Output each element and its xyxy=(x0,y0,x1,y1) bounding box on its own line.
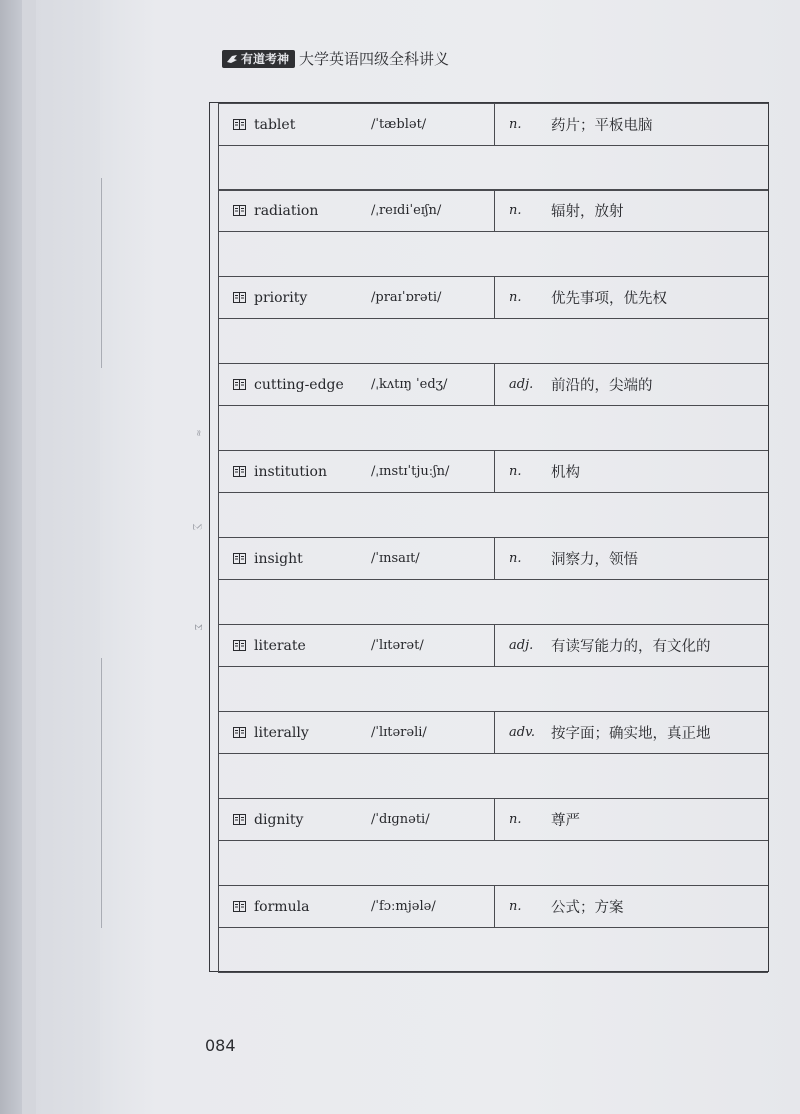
phonetic: /ˈlɪtərət/ xyxy=(371,638,424,653)
part-of-speech: n. xyxy=(509,290,522,305)
blank-note-row xyxy=(219,666,768,711)
word: insight xyxy=(254,550,303,567)
phonetic: /praɪˈɒrəti/ xyxy=(371,290,442,305)
blank-note-row xyxy=(219,318,768,363)
brand-name: 有道考神 xyxy=(241,52,290,66)
phonetic: /ˌkʌtɪŋ ˈedʒ/ xyxy=(371,377,448,392)
margin-mark: ≈ xyxy=(192,429,203,437)
word-cell xyxy=(219,190,495,231)
word-cell xyxy=(219,364,495,405)
word-row xyxy=(219,886,768,927)
part-of-speech: adj. xyxy=(509,377,534,392)
book-icon xyxy=(233,466,246,477)
meaning: 前沿的，尖端的 xyxy=(551,378,653,394)
vocab-entry xyxy=(218,624,768,712)
margin-line xyxy=(101,178,102,368)
word-row xyxy=(219,277,768,318)
book-icon xyxy=(233,901,246,912)
bird-icon xyxy=(226,53,238,65)
word: dignity xyxy=(254,811,304,828)
word: cutting-edge xyxy=(254,376,344,393)
word-row xyxy=(219,712,768,753)
word: priority xyxy=(254,289,308,306)
book-edge xyxy=(36,0,100,1114)
book-icon xyxy=(233,205,246,216)
blank-note-row xyxy=(219,231,768,276)
vocab-entry xyxy=(218,537,768,625)
vocab-entry xyxy=(218,798,768,886)
word-row xyxy=(219,451,768,492)
part-of-speech: n. xyxy=(509,117,522,132)
blank-note-row xyxy=(219,145,768,190)
vocab-entry xyxy=(218,276,768,364)
meaning: 按字面；确实地，真正地 xyxy=(551,726,711,742)
word-cell xyxy=(219,712,495,753)
phonetic: /ˈlɪtərəli/ xyxy=(371,725,427,740)
word-row xyxy=(219,538,768,579)
book-icon xyxy=(233,814,246,825)
book-icon xyxy=(233,379,246,390)
part-of-speech: n. xyxy=(509,551,522,566)
margin-mark: ∑ xyxy=(192,523,203,531)
word-cell xyxy=(219,538,495,579)
word-cell xyxy=(219,625,495,666)
word-cell xyxy=(219,451,495,492)
margin-mark: Σ xyxy=(192,623,203,631)
word-row xyxy=(219,799,768,840)
part-of-speech: n. xyxy=(509,203,522,218)
word: institution xyxy=(254,463,327,480)
word: tablet xyxy=(254,116,296,133)
phonetic: /ˌreɪdiˈeɪʃn/ xyxy=(371,203,442,218)
phonetic: /ˈfɔːmjələ/ xyxy=(371,899,436,914)
phonetic: /ˈdɪɡnəti/ xyxy=(371,812,430,827)
meaning: 优先事项，优先权 xyxy=(551,291,667,307)
blank-note-row xyxy=(219,492,768,537)
meaning: 公式；方案 xyxy=(551,900,624,916)
page-header xyxy=(222,48,449,69)
book-icon xyxy=(233,727,246,738)
vocab-entry xyxy=(218,450,768,538)
vocab-entry xyxy=(218,711,768,799)
blank-note-row xyxy=(219,927,768,972)
book-icon xyxy=(233,119,246,130)
book-icon xyxy=(233,640,246,651)
meaning: 洞察力，领悟 xyxy=(551,552,638,568)
phonetic: /ˈtæblət/ xyxy=(371,117,427,132)
meaning: 药片；平板电脑 xyxy=(551,118,653,134)
brand-logo xyxy=(222,50,295,68)
part-of-speech: adv. xyxy=(509,725,536,740)
book-icon xyxy=(233,553,246,564)
page-number: 084 xyxy=(205,1036,236,1055)
vocab-entry xyxy=(218,103,768,191)
blank-note-row xyxy=(219,753,768,798)
vocab-entry xyxy=(218,363,768,451)
word-row xyxy=(219,190,768,231)
word: radiation xyxy=(254,202,319,219)
word: formula xyxy=(254,898,310,915)
blank-note-row xyxy=(219,579,768,624)
meaning: 尊严 xyxy=(551,813,580,829)
meaning: 有读写能力的，有文化的 xyxy=(551,639,711,655)
word-cell xyxy=(219,277,495,318)
word: literally xyxy=(254,724,309,741)
word-row xyxy=(219,625,768,666)
word-cell xyxy=(219,104,495,145)
vocab-entry xyxy=(218,885,768,973)
book-icon xyxy=(233,292,246,303)
margin-line xyxy=(101,658,102,928)
word-cell xyxy=(219,799,495,840)
word-row xyxy=(219,364,768,405)
part-of-speech: n. xyxy=(509,464,522,479)
phonetic: /ˈɪnsaɪt/ xyxy=(371,551,420,566)
phonetic: /ˌɪnstɪˈtjuːʃn/ xyxy=(371,464,450,479)
meaning: 机构 xyxy=(551,465,580,481)
book-edge xyxy=(22,0,36,1114)
part-of-speech: n. xyxy=(509,812,522,827)
word-row xyxy=(219,104,768,145)
vocab-entry xyxy=(218,189,768,277)
word: literate xyxy=(254,637,306,654)
word-cell xyxy=(219,886,495,927)
meaning: 辐射，放射 xyxy=(551,204,624,220)
header-title: 大学英语四级全科讲义 xyxy=(299,50,450,68)
part-of-speech: n. xyxy=(509,899,522,914)
blank-note-row xyxy=(219,405,768,450)
blank-note-row xyxy=(219,840,768,885)
vocab-table xyxy=(209,102,769,972)
part-of-speech: adj. xyxy=(509,638,534,653)
book-edge xyxy=(0,0,22,1114)
